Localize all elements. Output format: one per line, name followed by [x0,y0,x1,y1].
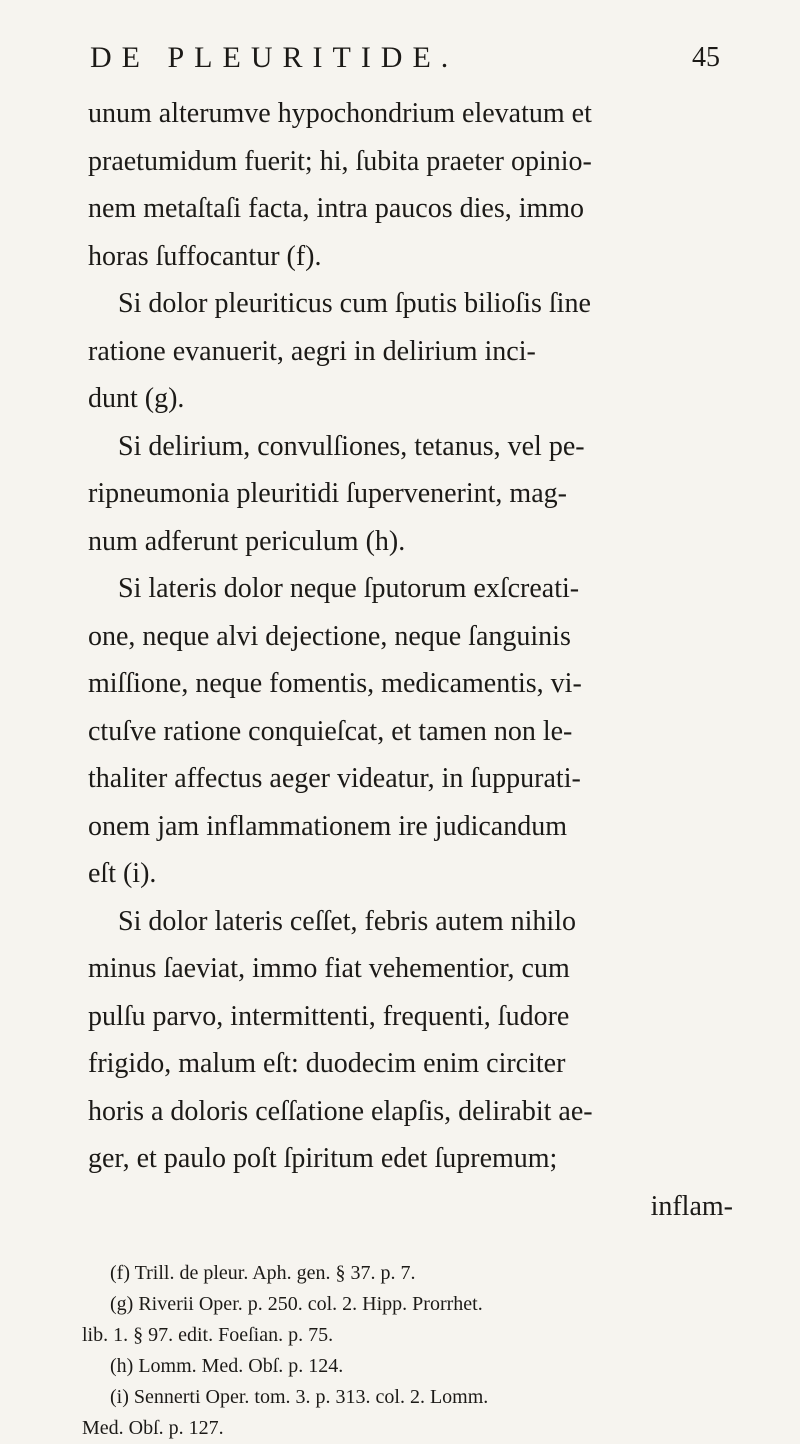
footnote-g-continued: lib. 1. § 97. edit. Foeſian. p. 75. [82,1324,334,1346]
text-line: horas ſuffocantur (f). [88,240,322,272]
text-line: thaliter affectus aeger videatur, in ſuppurati- [88,763,581,794]
text-line: ratione evanuerit, aegri in delirium inci- [88,335,536,367]
text-line: minus ſaeviat, immo fiat vehementior, cum [88,953,570,984]
paragraph-start-line: Si delirium, convulſiones, tetanus, vel pe- [118,430,585,462]
text-line: miſſione, neque fomentis, medicamentis, vi- [88,668,582,699]
text-line: one, neque alvi dejectione, neque ſanguinis [88,620,571,652]
text-line: nem metaſtaſi facta, intra paucos dies, immo [88,193,585,224]
page-header [90,36,720,80]
text-line: onem jam inflammationem ire judicandum [88,810,567,842]
footnote-i-continued: Med. Obſ. p. 127. [82,1417,224,1439]
catchword-line: inflam- [650,1190,733,1222]
text-line: pulſu parvo, intermittenti, frequenti, ſudore [88,1000,570,1032]
footnote-f: (f) Trill. de pleur. Aph. gen. § 37. p. 7. [110,1262,416,1284]
text-line: frigido, malum eſt: duodecim enim circiter [88,1048,566,1079]
text-line: ctuſve ratione conquieſcat, et tamen non le- [88,715,573,747]
text-line: unum alterumve hypochondrium elevatum et [88,98,592,129]
text-line: horis a doloris ceſſatione elapſis, delirabit ae- [88,1095,593,1127]
text-line: eſt (i). [88,858,157,889]
text-line: ger, et paulo poſt ſpiritum edet ſupremum; [88,1143,558,1174]
footnote-i: (i) Sennerti Oper. tom. 3. p. 313. col. 2. Lomm. [110,1386,489,1408]
running-head: DE PLEURITIDE. [90,41,459,74]
footnote-h: (h) Lomm. Med. Obſ. p. 124. [110,1355,344,1377]
main-text [88,90,733,1230]
text-line: praetumidum fuerit; hi, ſubita praeter opinio- [88,145,592,177]
text-line: num adferunt periculum (h). [88,525,406,557]
paragraph-start-line: Si dolor pleuriticus cum ſputis bilioſis ſine [118,288,591,319]
footnote-g: (g) Riverii Oper. p. 250. col. 2. Hipp. Prorrhet. [110,1293,483,1315]
paragraph-start-line: Si lateris dolor neque ſputorum exſcreati- [118,573,580,604]
footnotes [82,1258,730,1444]
page-number: 45 [692,42,720,73]
text-line: dunt (g). [88,383,185,414]
text-line: ripneumonia pleuritidi ſupervenerint, mag- [88,478,567,509]
paragraph-start-line: Si dolor lateris ceſſet, febris autem nihilo [118,905,576,937]
